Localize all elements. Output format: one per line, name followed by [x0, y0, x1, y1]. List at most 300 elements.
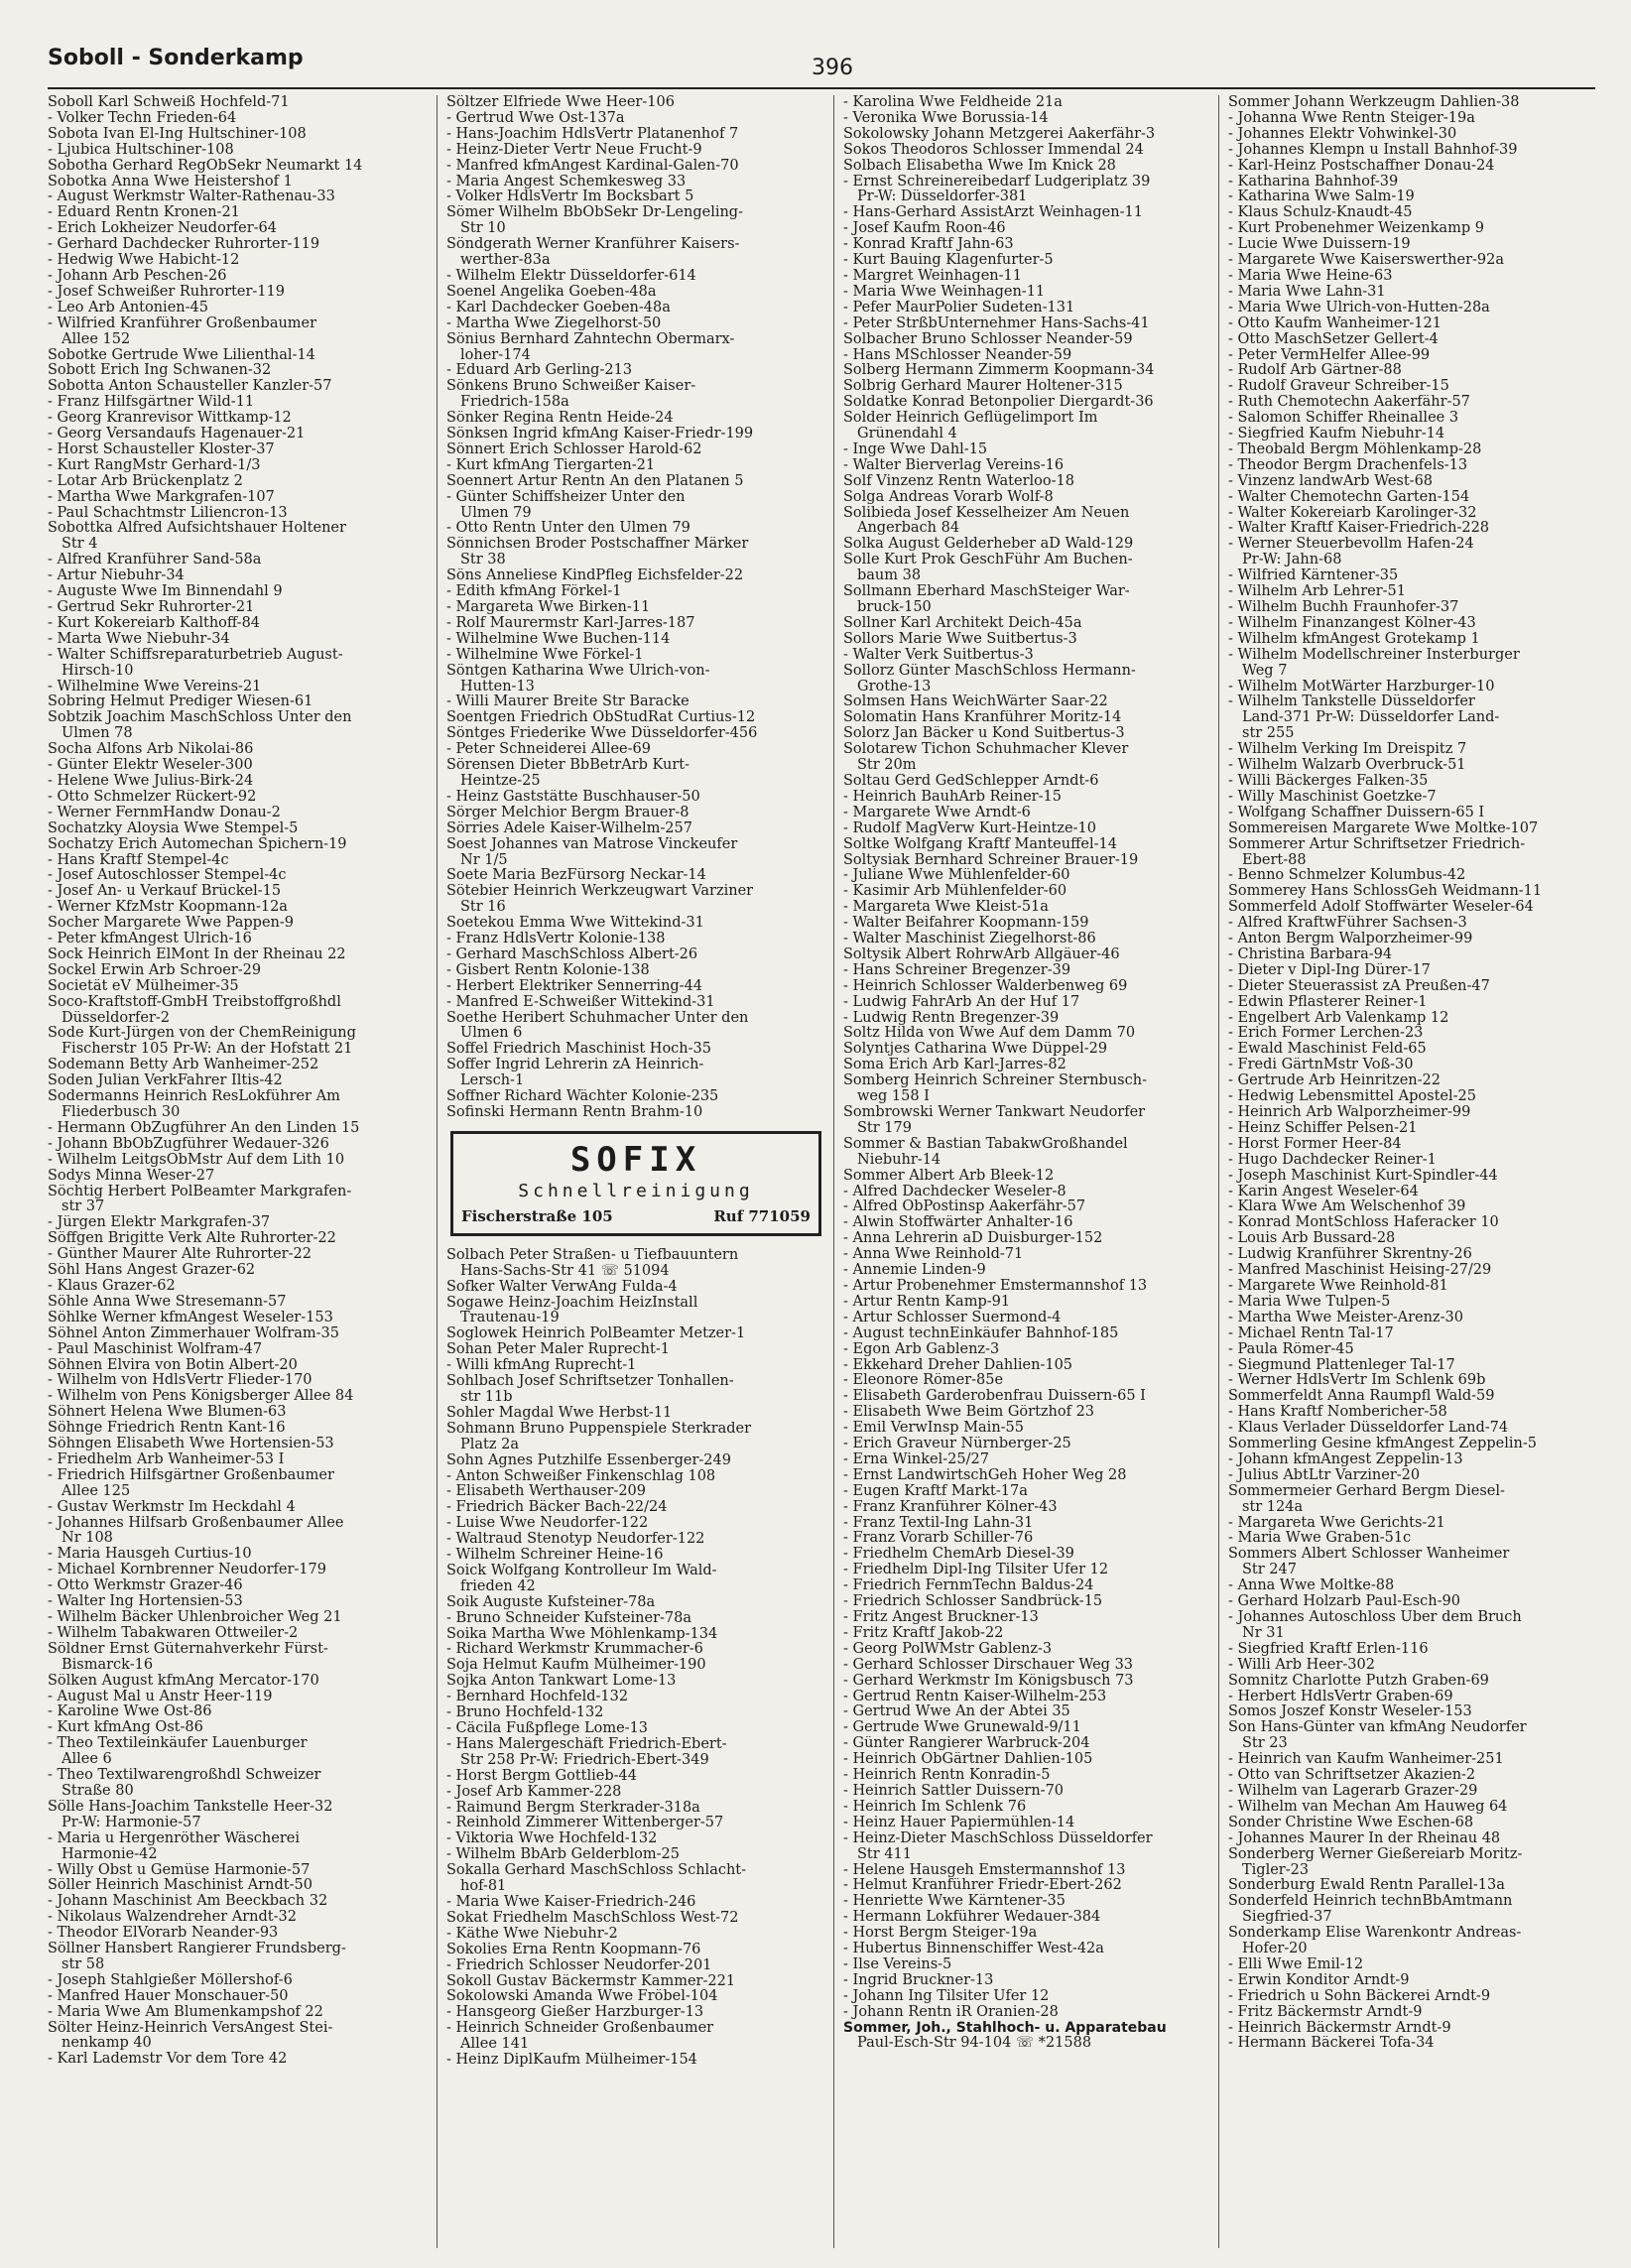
directory-entry: Soden Julian VerkFahrer Iltis-42	[48, 1073, 283, 1089]
directory-entry: - Wilhelm Tankstelle Düsseldorfer	[1228, 694, 1475, 710]
directory-entry: Sollors Marie Wwe Suitbertus-3	[843, 631, 1077, 647]
directory-entry: Pr-W: Harmonie-57	[62, 1815, 201, 1830]
directory-entry: - Kurt Kokereiarb Kalthoff-84	[48, 615, 261, 631]
directory-entry: - Hedwig Lebensmittel Apostel-25	[1228, 1089, 1476, 1105]
directory-entry: - Theodor ElVorarb Neander-93	[48, 1926, 279, 1942]
directory-entry: Land-371 Pr-W: Düsseldorfer Land-	[1242, 710, 1500, 726]
directory-entry: - Walter Ing Hortensien-53	[48, 1594, 243, 1610]
directory-entry: Str 10	[460, 221, 506, 237]
directory-entry: Söhlke Werner kfmAngest Weseler-153	[48, 1310, 333, 1325]
directory-entry: - Elisabeth Garderobenfrau Duissern-65 I	[843, 1389, 1146, 1405]
directory-entry: Harmonie-42	[62, 1846, 158, 1862]
directory-entry: - Siegmund Plattenleger Tal-17	[1228, 1357, 1455, 1373]
directory-entry: Sohmann Bruno Puppenspiele Sterkrader	[446, 1421, 752, 1437]
directory-entry: - Johannes Klempn u Install Bahnhof-39	[1228, 142, 1518, 158]
directory-entry: Bismarck-16	[62, 1657, 154, 1673]
directory-entry: - Nikolaus Walzendreher Arndt-32	[48, 1910, 297, 1926]
directory-entry: - Anna Lehrerin aD Duisburger-152	[843, 1231, 1103, 1247]
directory-entry: - Fredi GärtnMstr Voß-30	[1228, 1058, 1414, 1073]
directory-entry: - Louis Arb Bussard-28	[1228, 1231, 1396, 1247]
directory-entry: Sode Kurt-Jürgen von der ChemReinigung	[48, 1026, 356, 1042]
directory-entry: - August Werkmstr Walter-Rathenau-33	[48, 189, 335, 205]
directory-entry: Söhngen Elisabeth Wwe Hortensien-53	[48, 1437, 334, 1452]
directory-entry: - Henriette Wwe Kärntener-35	[843, 1894, 1066, 1910]
directory-entry: Sonderburg Ewald Rentn Parallel-13a	[1228, 1878, 1505, 1894]
directory-entry: Str 20m	[857, 758, 917, 774]
directory-entry: Sölter Heinz-Heinrich VersAngest Stei-	[48, 2020, 333, 2036]
directory-entry: Pr-W: Jahn-68	[1242, 553, 1342, 568]
directory-entry: - Heinrich Arb Walporzheimer-99	[1228, 1105, 1471, 1120]
directory-entry: - Friedhelm ChemArb Diesel-39	[843, 1547, 1074, 1563]
directory-entry: - Alfred Dachdecker Weseler-8	[843, 1184, 1066, 1199]
directory-entry: - Maria Angest Schemkesweg 33	[446, 174, 687, 189]
directory-entry: Soldatke Konrad Betonpolier Diergardt-36	[843, 395, 1154, 411]
directory-entry: Sofinski Hermann Rentn Brahm-10	[446, 1105, 703, 1120]
directory-entry: - Otto Schmelzer Rückert-92	[48, 789, 257, 805]
header-rule	[48, 87, 1595, 89]
directory-entry: - Erwin Konditor Arndt-9	[1228, 1972, 1410, 1988]
directory-entry: - Johann kfmAngest Zeppelin-13	[1228, 1451, 1463, 1467]
directory-entry: Sobotta Anton Schausteller Kanzler-57	[48, 379, 332, 395]
directory-entry: - Willi Bäckerges Falken-35	[1228, 773, 1429, 789]
directory-entry: - Anna Wwe Reinhold-71	[843, 1247, 1024, 1263]
directory-entry: - Maria Wwe Ulrich-von-Hutten-28a	[1228, 300, 1490, 315]
directory-entry: Sönkens Bruno Schweißer Kaiser-	[446, 379, 696, 395]
directory-entry: - Cäcila Fußpflege Lome-13	[446, 1721, 649, 1736]
directory-entry: - Ekkehard Dreher Dahlien-105	[843, 1357, 1073, 1373]
directory-entry: Grünendahl 4	[857, 427, 957, 442]
directory-entry: - Fritz Kraftf Jakob-22	[843, 1625, 1004, 1641]
directory-entry: - Günther Maurer Alte Ruhrorter-22	[48, 1247, 312, 1263]
directory-entry: Sofker Walter VerwAng Fulda-4	[446, 1279, 678, 1295]
directory-entry: Trautenau-19	[460, 1311, 560, 1326]
page-header	[48, 36, 1595, 91]
directory-entry: - Joseph Maschinist Kurt-Spindler-44	[1228, 1168, 1498, 1184]
directory-entry: - Rolf Maurermstr Karl-Jarres-187	[446, 615, 695, 631]
directory-entry: - Günter Rangierer Warbruck-204	[843, 1736, 1090, 1752]
directory-entry: Soffer Ingrid Lehrerin zA Heinrich-	[446, 1058, 704, 1073]
directory-entry: Soglowek Heinrich PolBeamter Metzer-1	[446, 1326, 746, 1342]
directory-entry: - Erich Former Lerchen-23	[1228, 1026, 1424, 1042]
directory-entry: - Walter Bierverlag Vereins-16	[843, 457, 1065, 473]
directory-entry: - Kurt kfmAng Tiergarten-21	[446, 457, 656, 473]
directory-entry: Heintze-25	[460, 773, 541, 789]
directory-entry: Angerbach 84	[857, 521, 960, 537]
directory-entry: Allee 125	[62, 1483, 131, 1499]
directory-entry: - Edith kfmAng Förkel-1	[446, 584, 622, 600]
directory-entry: Straße 80	[62, 1783, 134, 1799]
directory-entry: Söldner Ernst Güternahverkehr Fürst-	[48, 1641, 328, 1657]
directory-entry: - Hugo Dachdecker Reiner-1	[1228, 1152, 1437, 1168]
directory-entry: Sörger Melchior Bergm Brauer-8	[446, 805, 690, 820]
directory-entry: - Willi Arb Heer-302	[1228, 1657, 1375, 1673]
directory-entry: Sönius Bernhard Zahntechn Obermarx-	[446, 331, 735, 347]
directory-entry: - Fritz Angest Bruckner-13	[843, 1610, 1039, 1625]
directory-entry: Sonderberg Werner Gießereiarb Moritz-	[1228, 1846, 1523, 1862]
directory-entry: Solmsen Hans WeichWärter Saar-22	[843, 694, 1108, 710]
directory-entry: Solbach Elisabetha Wwe Im Knick 28	[843, 158, 1116, 174]
directory-entry: - Wilhelm Arb Lehrer-51	[1228, 584, 1406, 600]
directory-entry: - Werner Steuerbevollm Hafen-24	[1228, 537, 1474, 553]
directory-entry: - Inge Wwe Dahl-15	[843, 441, 988, 457]
directory-entry: - Artur Rentn Kamp-91	[843, 1294, 1011, 1310]
directory-entry: - Manfred kfmAngest Kardinal-Galen-70	[446, 158, 739, 174]
directory-entry: - Margarete Wwe Arndt-6	[843, 805, 1031, 820]
directory-entry: - Anna Wwe Moltke-88	[1228, 1578, 1395, 1594]
directory-entry: - Vinzenz landwArb West-68	[1228, 473, 1434, 489]
directory-entry: Söhnel Anton Zimmerhauer Wolfram-35	[48, 1325, 339, 1341]
directory-entry: Soentgen Friedrich ObStudRat Curtius-12	[446, 710, 756, 726]
ad-contact-row	[461, 1206, 811, 1225]
directory-entry: - Heinrich van Kaufm Wanheimer-251	[1228, 1752, 1504, 1768]
directory-entry: - Walter Beifahrer Koopmann-159	[843, 916, 1089, 932]
directory-entry: - Hubertus Binnenschiffer West-42a	[843, 1942, 1104, 1957]
directory-entry: - Gerhard Dachdecker Ruhrorter-119	[48, 237, 320, 253]
directory-entry: Sobring Helmut Prediger Wiesen-61	[48, 694, 314, 710]
directory-entry: - Kasimir Arb Mühlenfelder-60	[843, 884, 1067, 900]
directory-entry: - Gertrud Wwe An der Abtei 35	[843, 1704, 1070, 1720]
directory-entry: - Johann Ing Tilsiter Ufer 12	[843, 1988, 1050, 2004]
directory-entry: Sörensen Dieter BbBetrArb Kurt-	[446, 758, 690, 774]
directory-entry: - Raimund Bergm Sterkrader-318a	[446, 1800, 700, 1816]
directory-entry: Solbacher Bruno Schlosser Neander-59	[843, 331, 1133, 347]
directory-entry: Siegfried-37	[1242, 1910, 1332, 1926]
directory-entry: Sogawe Heinz-Joachim HeizInstall	[446, 1295, 698, 1311]
directory-entry: Platz 2a	[460, 1437, 519, 1452]
directory-entry: str 58	[62, 1956, 105, 1972]
directory-entry: - Kurt Bauing Klagenfurter-5	[843, 253, 1054, 269]
directory-entry: Sokolowsky Johann Metzgerei Aakerfähr-3	[843, 126, 1156, 142]
directory-entry: - Dieter v Dipl-Ing Dürer-17	[1228, 962, 1431, 978]
directory-entry: str 255	[1242, 726, 1295, 742]
directory-entry: Sommermeier Gerhard Bergm Diesel-	[1228, 1483, 1505, 1499]
directory-entry: - Gerhard Holzarb Paul-Esch-90	[1228, 1594, 1460, 1610]
directory-entry: Sömer Wilhelm BbObSekr Dr-Lengeling-	[446, 205, 743, 221]
directory-entry: Sommer, Joh., Stahlhoch- u. Apparatebau	[843, 2020, 1167, 2036]
directory-entry: - Edwin Pflasterer Reiner-1	[1228, 994, 1428, 1010]
directory-entry: - Hans-Joachim HdlsVertr Platanenhof 7	[446, 126, 739, 142]
directory-entry: - Dieter Steuerassist zA Preußen-47	[1228, 978, 1490, 994]
directory-entry: Sokoll Gustav Bäckermstr Kammer-221	[446, 1973, 736, 1989]
directory-column-1	[48, 95, 427, 2248]
directory-entry: Söhnge Friedrich Rentn Kant-16	[48, 1421, 286, 1437]
directory-entry: - Wilhelm von Pens Königsberger Allee 84	[48, 1389, 354, 1405]
directory-entry: - Josef Schweißer Ruhrorter-119	[48, 284, 285, 300]
directory-entry: Solberg Hermann Zimmerm Koopmann-34	[843, 363, 1155, 379]
directory-entry: Söller Heinrich Maschinist Arndt-50	[48, 1878, 313, 1894]
directory-entry: - Wilhelm van Mechan Am Hauweg 64	[1228, 1799, 1508, 1815]
directory-entry: - Ewald Maschinist Feld-65	[1228, 1042, 1427, 1058]
directory-entry: - Werner KfzMstr Koopmann-12a	[48, 900, 288, 916]
directory-entry: baum 38	[857, 568, 922, 584]
directory-entry: - Friedrich Bäcker Bach-22/24	[446, 1500, 668, 1516]
directory-entry: - Helene Hausgeh Emstermannshof 13	[843, 1862, 1126, 1878]
directory-entry: Söhnen Elvira von Botin Albert-20	[48, 1357, 298, 1373]
directory-entry: Str 4	[62, 537, 98, 553]
directory-entry: Sötebier Heinrich Werkzeugwart Varziner	[446, 884, 754, 900]
directory-entry: Sobott Erich Ing Schwanen-32	[48, 363, 272, 379]
directory-entry: - Johann Rentn iR Oranien-28	[843, 2004, 1059, 2020]
directory-entry: - Paula Römer-45	[1228, 1341, 1354, 1357]
directory-entry: - Heinrich BauhArb Reiner-15	[843, 789, 1062, 805]
directory-entry: - Willi Maurer Breite Str Baracke	[446, 694, 690, 710]
directory-column-2	[446, 95, 825, 2248]
directory-entry: Soltysiak Bernhard Schreiner Brauer-19	[843, 852, 1139, 868]
directory-entry: - Wilhelm BbArb Gelderblom-25	[446, 1847, 680, 1863]
directory-entry: - Julius AbtLtr Varziner-20	[1228, 1467, 1421, 1483]
directory-entry: Ulmen 6	[460, 1026, 523, 1042]
directory-entry: - Klaus Grazer-62	[48, 1278, 176, 1294]
directory-entry: - Friedrich u Sohn Bäckerei Arndt-9	[1228, 1988, 1491, 2004]
directory-entry: - Christina Barbara-94	[1228, 946, 1393, 962]
ad-subtitle: Schnellreinigung	[518, 1180, 754, 1201]
directory-entry: Sölle Hans-Joachim Tankstelle Heer-32	[48, 1799, 333, 1815]
directory-entry: - Wilfried Kranführer Großenbaumer	[48, 315, 317, 331]
directory-entry: - Luise Wwe Neudorfer-122	[446, 1516, 649, 1532]
directory-entry: Sokat Friedhelm MaschSchloss West-72	[446, 1910, 739, 1926]
directory-entry: - Gertrude Wwe Grunewald-9/11	[843, 1720, 1081, 1736]
directory-entry: - Karl Lademstr Vor dem Tore 42	[48, 2052, 288, 2068]
directory-entry: - Egon Arb Gablenz-3	[843, 1341, 1000, 1357]
directory-entry: - Leo Arb Antonien-45	[48, 300, 208, 315]
directory-entry: - Wilhelm Elektr Düsseldorfer-614	[446, 268, 696, 284]
directory-entry: - Friedrich Schlosser Neudorfer-201	[446, 1957, 712, 1973]
directory-entry: Solf Vinzenz Rentn Waterloo-18	[843, 473, 1074, 489]
directory-entry: - Margarete Wwe Kaiserswerther-92a	[1228, 253, 1504, 269]
directory-entry: - Wilhelm Walzarb Overbruck-51	[1228, 758, 1466, 774]
column-divider	[1218, 95, 1219, 2248]
directory-entry: Sodys Minna Weser-27	[48, 1168, 215, 1184]
directory-entry: - Helene Wwe Julius-Birk-24	[48, 773, 254, 789]
directory-entry: Sokolowski Amanda Wwe Fröbel-104	[446, 1989, 718, 2005]
directory-entry: - Heinz Schiffer Pelsen-21	[1228, 1120, 1418, 1136]
directory-entry: Sommerfeldt Anna Raumpfl Wald-59	[1228, 1389, 1495, 1405]
directory-entry: - Johannes Elektr Vohwinkel-30	[1228, 126, 1457, 142]
directory-entry: - Heinrich Bäckermstr Arndt-9	[1228, 2020, 1451, 2036]
directory-entry: - Hans Schreiner Bregenzer-39	[843, 962, 1071, 978]
directory-entry: Soetekou Emma Wwe Wittekind-31	[446, 916, 704, 932]
directory-entry: Sokos Theodoros Schlosser Immendal 24	[843, 142, 1144, 158]
directory-entry: - Auguste Wwe Im Binnendahl 9	[48, 584, 283, 600]
directory-entry: Soffner Richard Wächter Kolonie-235	[446, 1089, 719, 1105]
directory-entry: - Siegfried Kraftf Erlen-116	[1228, 1641, 1429, 1657]
directory-entry: Paul-Esch-Str 94-104 ☏ *21588	[857, 2036, 1092, 2052]
directory-entry: - Artur Niebuhr-34	[48, 568, 185, 584]
directory-entry: - Hansgeorg Gießer Harzburger-13	[446, 2005, 704, 2021]
directory-entry: - Maria Wwe Am Blumenkampshof 22	[48, 2004, 323, 2020]
directory-entry: - Walter Kokereiarb Karolinger-32	[1228, 505, 1477, 521]
directory-entry: - Johanna Wwe Rentn Steiger-19a	[1228, 110, 1475, 126]
directory-entry: - Maria Wwe Tulpen-5	[1228, 1294, 1391, 1310]
directory-entry: Sommerey Hans SchlossGeh Weidmann-11	[1228, 884, 1543, 900]
directory-entry: - Maria Wwe Graben-51c	[1228, 1531, 1412, 1547]
directory-entry: - Wilhelm Tabakwaren Ottweiler-2	[48, 1625, 299, 1641]
directory-entry: - Günter Elektr Weseler-300	[48, 758, 253, 774]
directory-entry: - Konrad MontSchloss Haferacker 10	[1228, 1215, 1499, 1231]
directory-entry: - Wilhelm Schreiner Heine-16	[446, 1548, 664, 1564]
directory-entry: Sokalla Gerhard MaschSchloss Schlacht-	[446, 1863, 747, 1879]
directory-entry: - Gerhard Schlosser Dirschauer Weg 33	[843, 1657, 1134, 1673]
directory-entry: - Ernst Schreinereibedarf Ludgeriplatz 39	[843, 174, 1151, 189]
directory-entry: - Maria Wwe Lahn-31	[1228, 284, 1386, 300]
directory-entry: - Elli Wwe Emil-12	[1228, 1956, 1364, 1972]
directory-entry: Solotarew Tichon Schuhmacher Klever	[843, 742, 1129, 758]
directory-entry: Weg 7	[1242, 663, 1288, 679]
directory-entry: Sölken August kfmAng Mercator-170	[48, 1673, 319, 1689]
directory-entry: - Eugen Kraftf Markt-17a	[843, 1483, 1028, 1499]
directory-entry: - Wilhelmine Wwe Förkel-1	[446, 647, 644, 663]
directory-entry: Pr-W: Düsseldorfer-381	[857, 189, 1028, 205]
directory-entry: - Johannes Hilfsarb Großenbaumer Allee	[48, 1515, 344, 1531]
directory-column-4	[1228, 95, 1607, 2248]
directory-entry: - Walter Verk Suitbertus-3	[843, 647, 1034, 663]
directory-entry: - Eduard Arb Gerling-213	[446, 363, 633, 379]
directory-entry: - Margareta Wwe Kleist-51a	[843, 900, 1049, 916]
directory-entry: loher-174	[460, 347, 531, 363]
directory-entry: - Ernst LandwirtschGeh Hoher Weg 28	[843, 1467, 1127, 1483]
directory-entry: - Maria Wwe Weinhagen-11	[843, 284, 1046, 300]
directory-entry: - Paul Maschinist Wolfram-47	[48, 1341, 263, 1357]
directory-entry: - August Mal u Anstr Heer-119	[48, 1689, 273, 1704]
directory-entry: - Margareta Wwe Birken-11	[446, 600, 651, 615]
directory-entry: Sommers Albert Schlosser Wanheimer	[1228, 1547, 1510, 1563]
directory-entry: Sörries Adele Kaiser-Wilhelm-257	[446, 820, 692, 836]
directory-entry: - Maria u Hergenröther Wäscherei	[48, 1830, 300, 1846]
directory-entry: Sohler Magdal Wwe Herbst-11	[446, 1405, 673, 1421]
directory-entry: - Walter Chemotechn Garten-154	[1228, 489, 1470, 505]
directory-entry: str 37	[62, 1199, 105, 1215]
directory-entry: - Otto Werkmstr Grazer-46	[48, 1578, 243, 1594]
directory-entry: Söllner Hansbert Rangierer Frundsberg-	[48, 1942, 346, 1957]
directory-entry: - Margret Weinhagen-11	[843, 268, 1022, 284]
directory-column-3	[843, 95, 1222, 2248]
directory-entry: - Gisbert Rentn Kolonie-138	[446, 962, 650, 978]
directory-entry: - Rudolf Arb Gärtner-88	[1228, 363, 1402, 379]
directory-entry: - Manfred Hauer Monschauer-50	[48, 1988, 289, 2004]
directory-entry: - Katharina Bahnhof-39	[1228, 174, 1399, 189]
directory-entry: Fischerstr 105 Pr-W: An der Hofstatt 21	[62, 1042, 353, 1058]
directory-entry: Solbach Peter Straßen- u Tiefbauuntern	[446, 1247, 739, 1263]
directory-entry: - Peter kfmAngest Ulrich-16	[48, 932, 252, 947]
directory-entry: - Ingrid Bruckner-13	[843, 1972, 994, 1988]
directory-entry: - Friedrich Hilfsgärtner Großenbaumer	[48, 1467, 334, 1483]
directory-entry: Nr 108	[62, 1531, 113, 1547]
directory-entry: - Rudolf Graveur Schreiber-15	[1228, 379, 1449, 395]
directory-entry: - Friedhelm Arb Wanheimer-53 I	[48, 1451, 285, 1467]
directory-entry: Soma Erich Arb Karl-Jarres-82	[843, 1058, 1066, 1073]
directory-entry: - Alfred ObPostinsp Aakerfähr-57	[843, 1199, 1086, 1215]
directory-entry: Sohan Peter Maler Ruprecht-1	[446, 1342, 670, 1358]
directory-entry: - Herbert HdlsVertr Graben-69	[1228, 1689, 1453, 1704]
directory-entry: - Annemie Linden-9	[843, 1263, 986, 1279]
directory-entry: Sombrowski Werner Tankwart Neudorfer	[843, 1105, 1146, 1120]
directory-entry: Ulmen 78	[62, 726, 133, 742]
directory-entry: Söndgerath Werner Kranführer Kaisers-	[446, 237, 740, 253]
directory-entry: - Johannes Maurer In der Rheinau 48	[1228, 1830, 1501, 1846]
directory-entry: Hirsch-10	[62, 663, 134, 679]
directory-entry: Soco-Kraftstoff-GmbH Treibstoffgroßhdl	[48, 994, 341, 1010]
directory-entry: Söhle Anna Wwe Stresemann-57	[48, 1294, 287, 1310]
directory-entry: - Karoline Wwe Ost-86	[48, 1704, 212, 1720]
directory-entry: Sochatzky Aloysia Wwe Stempel-5	[48, 820, 299, 836]
directory-entry: Solka August Gelderheber aD Wald-129	[843, 537, 1134, 553]
directory-entry: - Paul Schachtmstr Liliencron-13	[48, 505, 288, 521]
directory-entry: Sollner Karl Architekt Deich-45a	[843, 615, 1082, 631]
directory-entry: Soltau Gerd GedSchlepper Arndt-6	[843, 773, 1099, 789]
directory-entry: - Franz Hilfsgärtner Wild-11	[48, 395, 255, 411]
directory-entry: - Margareta Wwe Gerichts-21	[1228, 1515, 1445, 1531]
directory-entry: Nr 1/5	[460, 852, 508, 868]
directory-entry: - Richard Werkmstr Krummacher-6	[446, 1642, 703, 1658]
directory-entry: - Heinz-Dieter MaschSchloss Düsseldorfer	[843, 1830, 1153, 1846]
directory-entry: Somos Joszef Konstr Weseler-153	[1228, 1704, 1472, 1720]
directory-entry: Soik Auguste Kufsteiner-78a	[446, 1594, 656, 1610]
directory-entry: - Horst Schausteller Kloster-37	[48, 441, 275, 457]
directory-entry: Sodermanns Heinrich ResLokführer Am	[48, 1089, 340, 1105]
directory-entry: - Franz Kranführer Kölner-43	[843, 1499, 1058, 1515]
directory-entry: Socha Alfons Arb Nikolai-86	[48, 742, 254, 758]
directory-entry: - Gerhard Werkmstr Im Königsbusch 73	[843, 1673, 1134, 1689]
directory-entry: Soltz Hilda von Wwe Auf dem Damm 70	[843, 1026, 1136, 1042]
directory-entry: - Ludwig Rentn Bregenzer-39	[843, 1010, 1060, 1026]
directory-entry: - Erna Winkel-25/27	[843, 1451, 989, 1467]
directory-entry: Sommerling Gesine kfmAngest Zeppelin-5	[1228, 1437, 1537, 1452]
directory-entry: - Eleonore Römer-85e	[843, 1373, 1004, 1389]
directory-entry: - Käthe Wwe Niebuhr-2	[446, 1926, 618, 1942]
directory-entry: - Friedrich Schlosser Sandbrück-15	[843, 1594, 1103, 1610]
directory-entry: - Theodor Bergm Drachenfels-13	[1228, 457, 1468, 473]
directory-entry: Söhl Hans Angest Grazer-62	[48, 1263, 256, 1279]
directory-entry: Söntges Friederike Wwe Düsseldorfer-456	[446, 726, 758, 742]
directory-entry: - Lotar Arb Brückenplatz 2	[48, 473, 243, 489]
directory-entry: - Willy Maschinist Goetzke-7	[1228, 789, 1437, 805]
directory-entry: Sollorz Günter MaschSchloss Hermann-	[843, 663, 1136, 679]
directory-entry: - Peter VermHelfer Allee-99	[1228, 347, 1431, 363]
directory-entry: Sodemann Betty Arb Wanheimer-252	[48, 1058, 319, 1073]
directory-entry: Sohn Agnes Putzhilfe Essenberger-249	[446, 1452, 731, 1468]
directory-entry: Sojka Anton Tankwart Lome-13	[446, 1674, 677, 1690]
directory-entry: - Wilhelm Bäcker Uhlenbroicher Weg 21	[48, 1610, 342, 1625]
directory-entry: - Friedrich FernmTechn Baldus-24	[843, 1578, 1094, 1594]
directory-entry: - Anton Bergm Walporzheimer-99	[1228, 932, 1473, 947]
directory-entry: Str 247	[1242, 1563, 1297, 1578]
directory-entry: - Helmut Kranführer Friedr-Ebert-262	[843, 1878, 1122, 1894]
directory-entry: Societät eV Mülheimer-35	[48, 978, 239, 994]
directory-entry: Sönnert Erich Schlosser Harold-62	[446, 441, 702, 457]
directory-entry: - Heinrich Sattler Duissern-70	[843, 1783, 1065, 1799]
directory-entry: - Volker HdlsVertr Im Bocksbart 5	[446, 189, 694, 205]
directory-entry: - Manfred Maschinist Heising-27/29	[1228, 1263, 1492, 1279]
directory-entry: Allee 141	[460, 2037, 530, 2053]
directory-entry: - Franz Textil-Ing Lahn-31	[843, 1515, 1034, 1531]
directory-entry: Soennert Artur Rentn An den Platanen 5	[446, 473, 744, 489]
directory-entry: - Klaus Verlader Düsseldorfer Land-74	[1228, 1421, 1509, 1437]
directory-entry: Sönksen Ingrid kfmAng Kaiser-Friedr-199	[446, 427, 754, 442]
directory-entry: - Wilhelm LeitgsObMstr Auf dem Lith 10	[48, 1152, 345, 1168]
directory-entry: Sonder Christine Wwe Eschen-68	[1228, 1815, 1474, 1830]
directory-entry: Sobottka Alfred Aufsichtshauer Holtener	[48, 521, 346, 537]
directory-entry: Lersch-1	[460, 1073, 525, 1089]
directory-entry: - Walter Schiffsreparaturbetrieb August-	[48, 647, 343, 663]
directory-entry: - Otto MaschSetzer Gellert-4	[1228, 331, 1439, 347]
directory-entry: Söchtig Herbert PolBeamter Markgrafen-	[48, 1184, 352, 1199]
directory-columns	[48, 95, 1595, 2248]
directory-entry: - Heinrich ObGärtner Dahlien-105	[843, 1752, 1093, 1768]
directory-entry: Str 38	[460, 553, 506, 568]
directory-entry: Söhnert Helena Wwe Blumen-63	[48, 1405, 287, 1421]
directory-entry: - Wilfried Kärntener-35	[1228, 568, 1399, 584]
directory-entry: Soika Martha Wwe Möhlenkamp-134	[446, 1626, 718, 1642]
